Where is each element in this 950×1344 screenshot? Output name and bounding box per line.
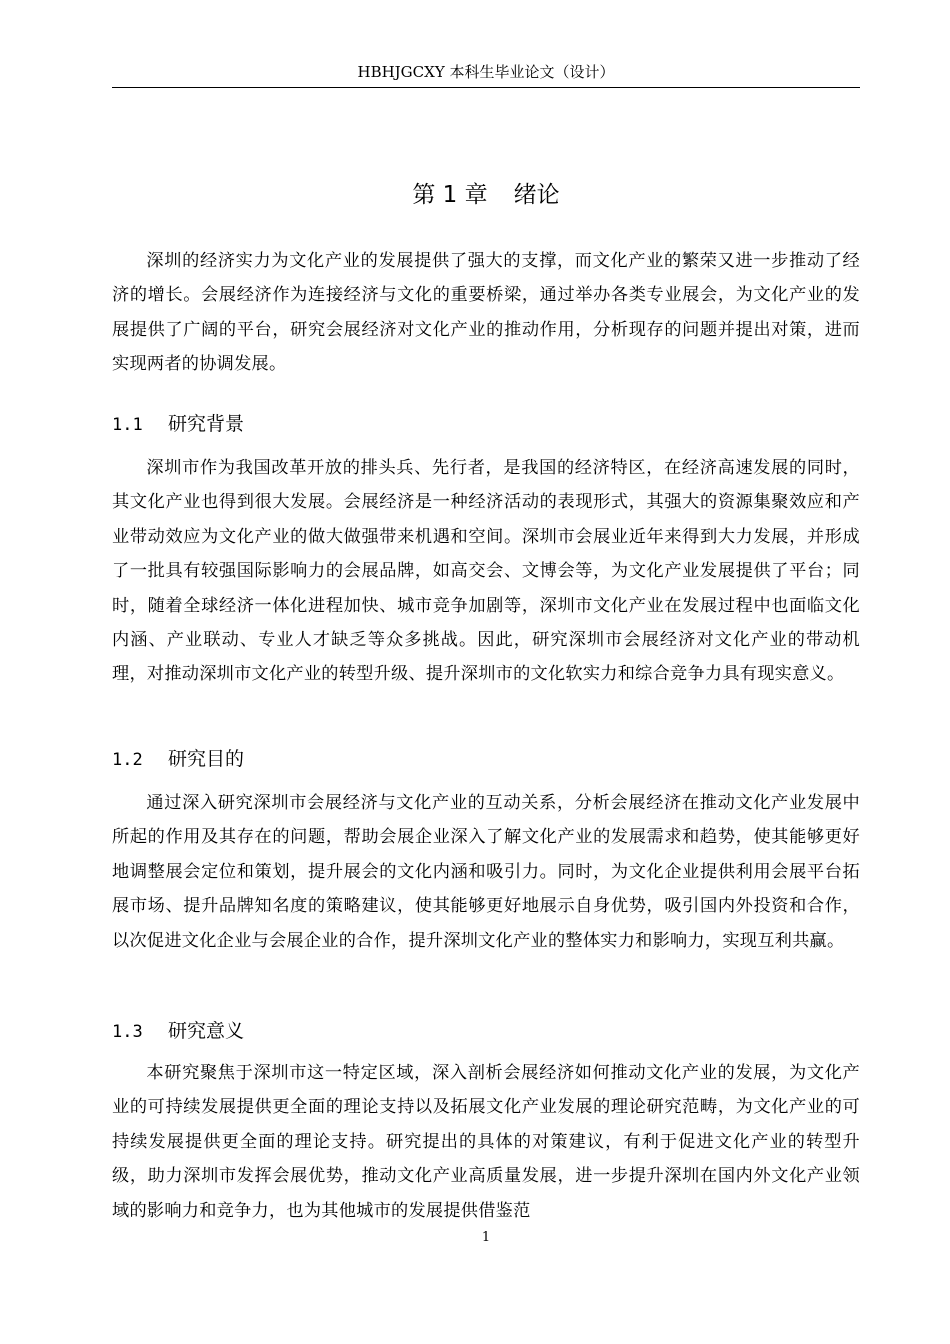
running-header: HBHJGCXY 本科生毕业论文（设计）	[357, 63, 615, 81]
chapter-number: 第 1 章	[412, 182, 488, 208]
section-heading-1-1	[112, 409, 860, 440]
section-number: 1.3	[112, 1022, 143, 1042]
section-paragraph-1-3: 本研究聚焦于深圳市这一特定区域，深入剖析会展经济如何推动文化产业的发展，为文化产业的可持续发展提供更全面的理论支持以及拓展文化产业发展的理论研究范畴，为文化产业的可持续发展提供更全面的理论支持。研究提出的具体的对策建议，有利于促进文化产业的转型升级，助力深圳市发挥会展优势，推动文化产业高质量发展，进一步提升深圳在国内外文化产业领域的影响力和竞争力，也为其他城市的发展提供借鉴范	[112, 1063, 860, 1221]
section-number: 1.1	[112, 415, 143, 435]
section-paragraph-1-2: 通过深入研究深圳市会展经济与文化产业的互动关系，分析会展经济在推动文化产业发展中所起的作用及其存在的问题，帮助会展企业深入了解文化产业的发展需求和趋势，使其能够更好地调整展会定位和策划，提升展会的文化内涵和吸引力。同时，为文化企业提供利用会展平台拓展市场、提升品牌知名度的策略建议，使其能够更好地展示自身优势，吸引国内外投资和合作，以次促进文化企业与会展企业的合作，提升深圳文化产业的整体实力和影响力，实现互利共赢。	[112, 793, 860, 951]
chapter-title	[112, 178, 860, 212]
section-title: 研究背景	[168, 413, 245, 435]
page-number: 1	[481, 1230, 491, 1245]
section-heading-1-3	[112, 1016, 860, 1047]
intro-paragraph: 深圳的经济实力为文化产业的发展提供了强大的支撑，而文化产业的繁荣又进一步推动了经济的增长。会展经济作为连接经济与文化的重要桥梁，通过举办各类专业展会，为文化产业的发展提供了广阔的平台，研究会展经济对文化产业的推动作用，分析现存的问题并提出对策，进而实现两者的协调发展。	[112, 251, 860, 375]
section-number: 1.2	[112, 750, 143, 770]
header-divider	[112, 87, 860, 88]
section-title: 研究意义	[168, 1020, 245, 1042]
chapter-name: 绪论	[513, 182, 560, 208]
section-heading-1-2	[112, 744, 860, 775]
section-paragraph-1-1: 深圳市作为我国改革开放的排头兵、先行者，是我国的经济特区，在经济高速发展的同时，其文化产业也得到很大发展。会展经济是一种经济活动的表现形式，其强大的资源集聚效应和产业带动效应为文化产业的做大做强带来机遇和空间。深圳市会展业近年来得到大力发展，并形成了一批具有较强国际影响力的会展品牌，如高交会、文博会等，为文化产业发展提供了平台；同时，随着全球经济一体化进程加快、城市竞争加剧等，深圳市文化产业在发展过程中也面临文化内涵、产业联动、专业人才缺乏等众多挑战。因此，研究深圳市会展经济对文化产业的带动机理，对推动深圳市文化产业的转型升级、提升深圳市的文化软实力和综合竞争力具有现实意义。	[112, 458, 860, 685]
section-title: 研究目的	[168, 748, 245, 770]
